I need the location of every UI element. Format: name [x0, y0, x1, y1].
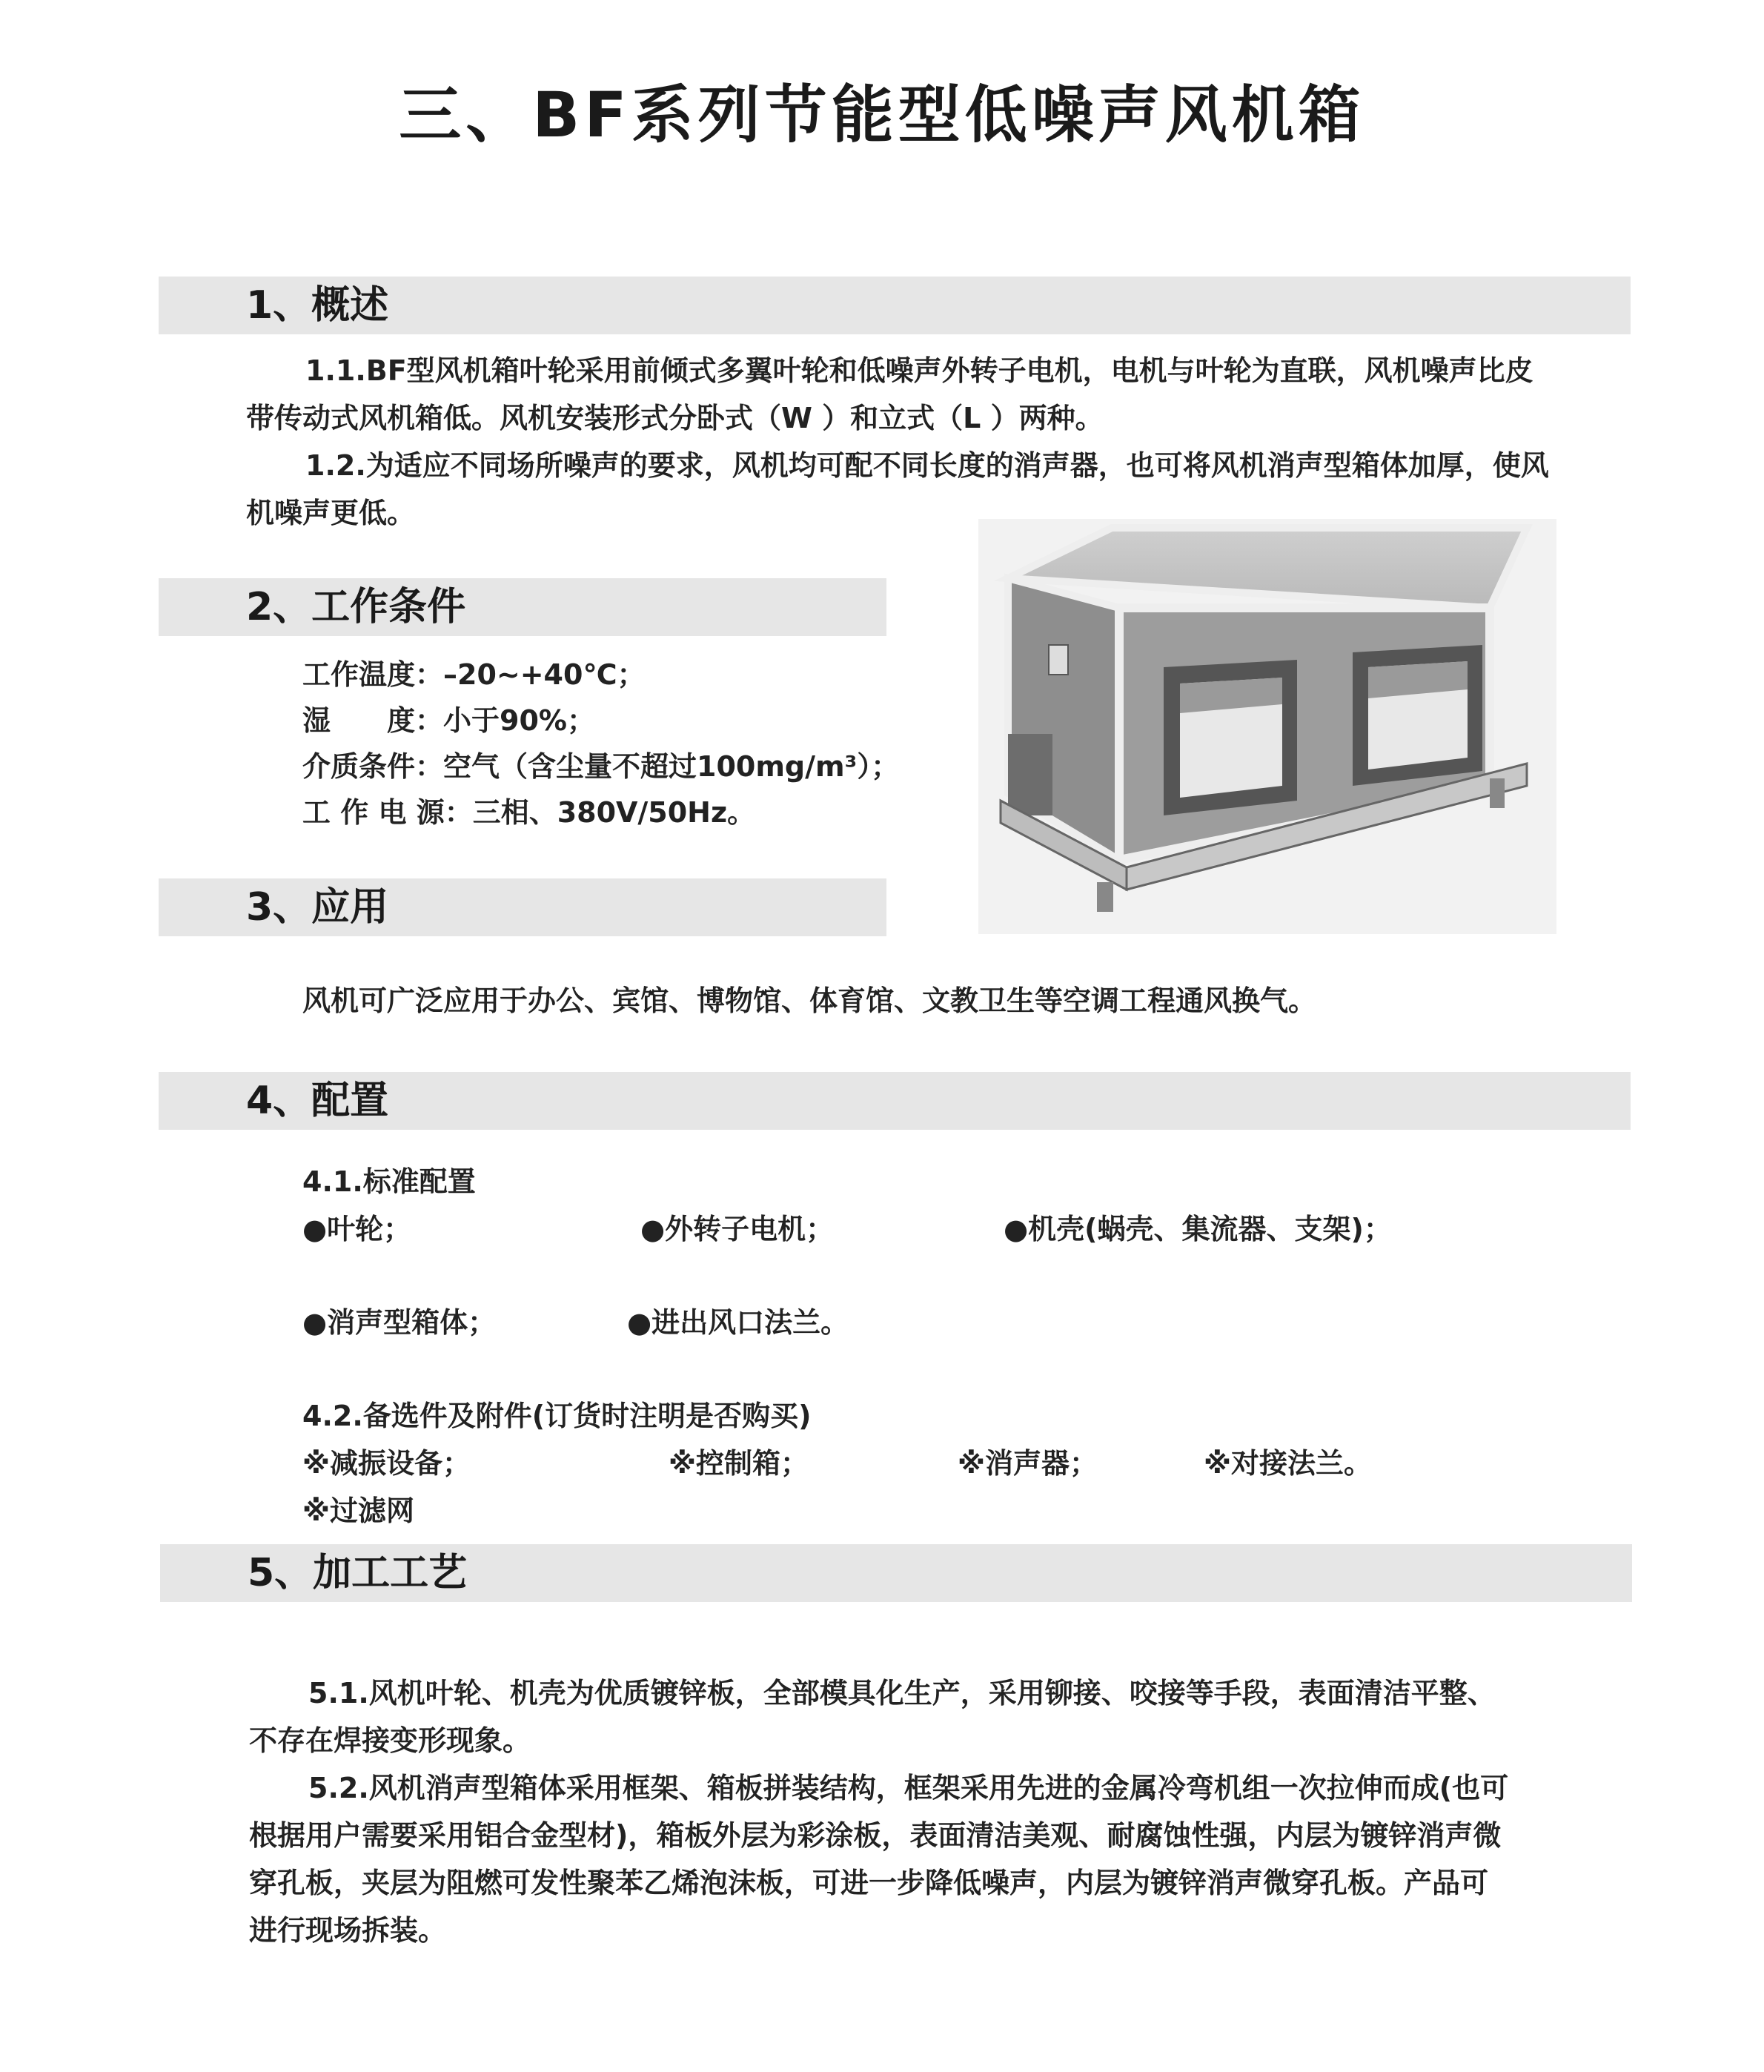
overview-text	[246, 347, 1551, 537]
condition-line: 工 作 电 源：三相、380V/50Hz。	[302, 796, 756, 829]
standard-item: ●叶轮；	[302, 1213, 412, 1245]
condition-line: 介质条件：空气（含尘量不超过100mg/m³）；	[302, 750, 900, 783]
paragraph: 5.1.风机叶轮、机壳为优质镀锌板，全部模具化生产，采用铆接、咬接等手段，表面清洁平整、不存在焊接变形现象。	[249, 1677, 1496, 1757]
standard-item: ●外转子电机；	[640, 1213, 835, 1245]
section-heading: 2、工作条件	[246, 585, 466, 629]
optional-item: ※消声器；	[958, 1447, 1098, 1480]
section-bar-configuration	[159, 1072, 1631, 1130]
fan-box-image	[978, 519, 1556, 934]
optional-item: ※减振设备；	[302, 1447, 471, 1480]
process-text	[249, 1669, 1509, 1954]
section-heading: 4、配置	[246, 1079, 389, 1123]
paragraph: 1.2.为适应不同场所噪声的要求，风机均可配不同长度的消声器，也可将风机消声型箱体加厚，使风机噪声更低。	[246, 449, 1549, 529]
optional-item: ※过滤网	[302, 1495, 414, 1527]
optional-item: ※控制箱；	[669, 1447, 809, 1480]
standard-item: ●进出风口法兰。	[627, 1306, 849, 1339]
section-heading: 5、加工工艺	[248, 1551, 468, 1595]
application-text: 风机可广泛应用于办公、宾馆、博物馆、体育馆、文教卫生等空调工程通风换气。	[302, 984, 1317, 1017]
condition-line: 工作温度：–20~+40℃；	[302, 658, 646, 691]
section-bar-overview	[159, 277, 1631, 334]
standard-item: ●机壳(蜗壳、集流器、支架)；	[1004, 1213, 1392, 1245]
section-heading: 3、应用	[246, 885, 389, 930]
standard-item: ●消声型箱体；	[302, 1306, 497, 1339]
paragraph: 1.1.BF型风机箱叶轮采用前倾式多翼叶轮和低噪声外转子电机，电机与叶轮为直联，风机噪声比皮带传动式风机箱低。风机安装形式分卧式（W ）和立式（L ）两种。	[246, 354, 1533, 434]
section-bar-application	[159, 878, 886, 936]
section-bar-process	[160, 1544, 1632, 1602]
condition-line: 湿 度：小于90%；	[302, 704, 595, 737]
product-photo	[978, 519, 1556, 934]
section-heading: 1、概述	[246, 283, 389, 328]
optional-config-heading: 4.2.备选件及附件(订货时注明是否购买)	[302, 1400, 812, 1432]
page-title: 三、BF系列节能型低噪声风机箱	[399, 79, 1365, 151]
paragraph: 5.2.风机消声型箱体采用框架、箱板拼装结构，框架采用先进的金属冷弯机组一次拉伸而成(也可根据用户需要采用铝合金型材)，箱板外层为彩涂板，表面清洁美观、耐腐蚀性强，内层为镀锌消声微穿孔板，夹层为阻燃可发性聚苯乙烯泡沫板，可进一步降低噪声，内层为镀锌消声微穿孔板。产品可进行现场拆装。	[249, 1772, 1509, 1947]
optional-item: ※对接法兰。	[1204, 1447, 1372, 1480]
standard-config-heading: 4.1.标准配置	[302, 1165, 476, 1198]
section-bar-conditions	[159, 578, 886, 636]
